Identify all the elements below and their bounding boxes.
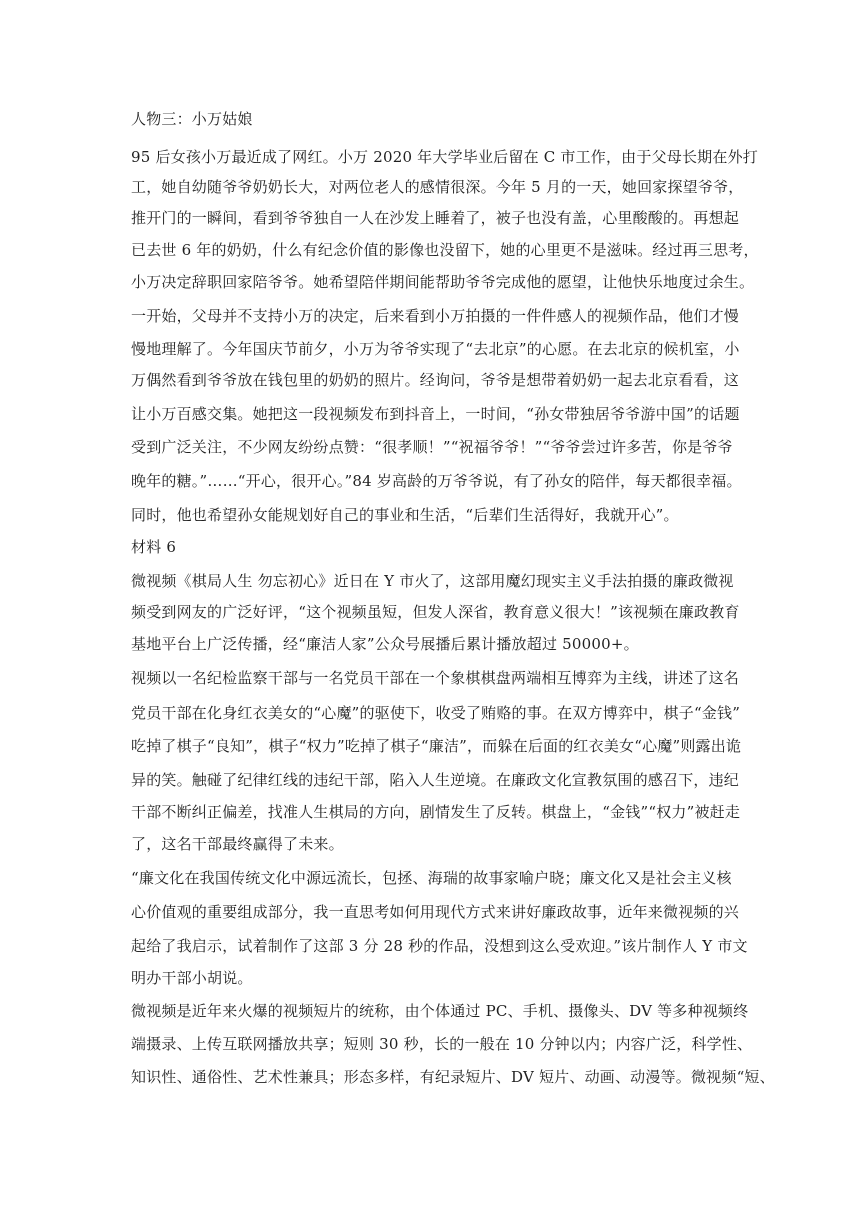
text-line: 已去世 6 年的奶奶，什么有纪念价值的影像也没留下，她的心里更不是滋味。经过再三思考，	[131, 241, 759, 259]
text-line: 让小万百感交集。她把这一段视频发布到抖音上，一时间，“孙女带独居爷爷游中国”的话题	[131, 405, 740, 423]
text-line: 工，她自幼随爷爷奶奶长大，对两位老人的感情很深。今年 5 月的一天，她回家探望爷爷，	[131, 178, 744, 196]
text-line: 微视频是近年来火爆的视频短片的统称，由个体通过 PC、手机、摄像头、DV 等多种视频终	[131, 1002, 749, 1020]
text-line: 起给了我启示，试着制作了这部 3 分 28 秒的作品，没想到这么受欢迎。”该片制作人 Y 市文	[131, 937, 748, 955]
text-line: 小万决定辞职回家陪爷爷。她希望陪伴期间能帮助爷爷完成他的愿望，让他快乐地度过余生。	[131, 273, 755, 291]
text-line: 异的笑。触碰了纪律红线的违纪干部，陷入人生逆境。在廉政文化宣教氛围的感召下，违纪	[131, 771, 740, 789]
section-heading: 材料 6	[131, 538, 177, 556]
text-line: 端摄录、上传互联网播放共享；短则 30 秒，长的一般在 10 分钟以内；内容广泛，科学性、	[131, 1035, 753, 1053]
text-line: 万偶然看到爷爷放在钱包里的奶奶的照片。经询问，爷爷是想带着奶奶一起去北京看看，这	[131, 371, 740, 389]
text-line: 慢地理解了。今年国庆节前夕，小万为爷爷实现了“去北京”的心愿。在去北京的候机室，小	[131, 340, 740, 358]
text-line: 95 后女孩小万最近成了网红。小万 2020 年大学毕业后留在 C 市工作，由于父母长期在外打	[131, 148, 758, 166]
text-line: 明办干部小胡说。	[131, 969, 253, 987]
text-line: 干部不断纠正偏差，找准人生棋局的方向，剧情发生了反转。棋盘上，“金钱”“权力”被赶走	[131, 803, 741, 821]
section-heading: 人物三：小万姑娘	[131, 110, 253, 128]
text-line: 一开始，父母并不支持小万的决定，后来看到小万拍摄的一件件感人的视频作品，他们才慢	[131, 307, 740, 325]
text-line: 党员干部在化身红衣美女的“心魔”的驱使下，收受了贿赂的事。在双方博弈中，棋子“金钱”	[131, 704, 741, 722]
text-line: 同时，他也希望孙女能规划好自己的事业和生活，“后辈们生活得好，我就开心”。	[131, 506, 679, 524]
text-line: 吃掉了棋子“良知”，棋子“权力”吃掉了棋子“廉洁”，而躲在后面的红衣美女“心魔”则露出诡	[131, 737, 742, 755]
text-line: 心价值观的重要组成部分，我一直思考如何用现代方式来讲好廉政故事，近年来微视频的兴	[131, 903, 740, 921]
text-line: “廉文化在我国传统文化中源远流长，包拯、海瑞的故事家喻户晓；廉文化又是社会主义核	[131, 869, 732, 887]
text-line: 频受到网友的广泛好评，“这个视频虽短，但发人深省，教育意义很大！”该视频在廉政教育	[131, 603, 740, 621]
text-line: 晚年的糖。”……“开心，很开心。”84 岁高龄的万爷爷说，有了孙女的陪伴，每天都很幸福。	[131, 472, 742, 490]
text-line: 知识性、通俗性、艺术性兼具；形态多样，有纪录短片、DV 短片、动画、动漫等。微视频“短、	[131, 1068, 775, 1086]
text-line: 基地平台上广泛传播，经“廉洁人家”公众号展播后累计播放超过 50000+。	[131, 635, 639, 653]
text-line: 推开门的一瞬间，看到爷爷独自一人在沙发上睡着了，被子也没有盖，心里酸酸的。再想起	[131, 209, 740, 227]
text-line: 视频以一名纪检监察干部与一名党员干部在一个象棋棋盘两端相互博弈为主线，讲述了这名	[131, 669, 740, 687]
text-line: 了，这名干部最终赢得了未来。	[131, 835, 344, 853]
text-line: 受到广泛关注，不少网友纷纷点赞：“很孝顺！”“祝福爷爷！”“爷爷尝过许多苦，你是爷爷	[131, 438, 733, 456]
text-line: 微视频《棋局人生 勿忘初心》近日在 Y 市火了，这部用魔幻现实主义手法拍摄的廉政微视	[131, 572, 734, 590]
